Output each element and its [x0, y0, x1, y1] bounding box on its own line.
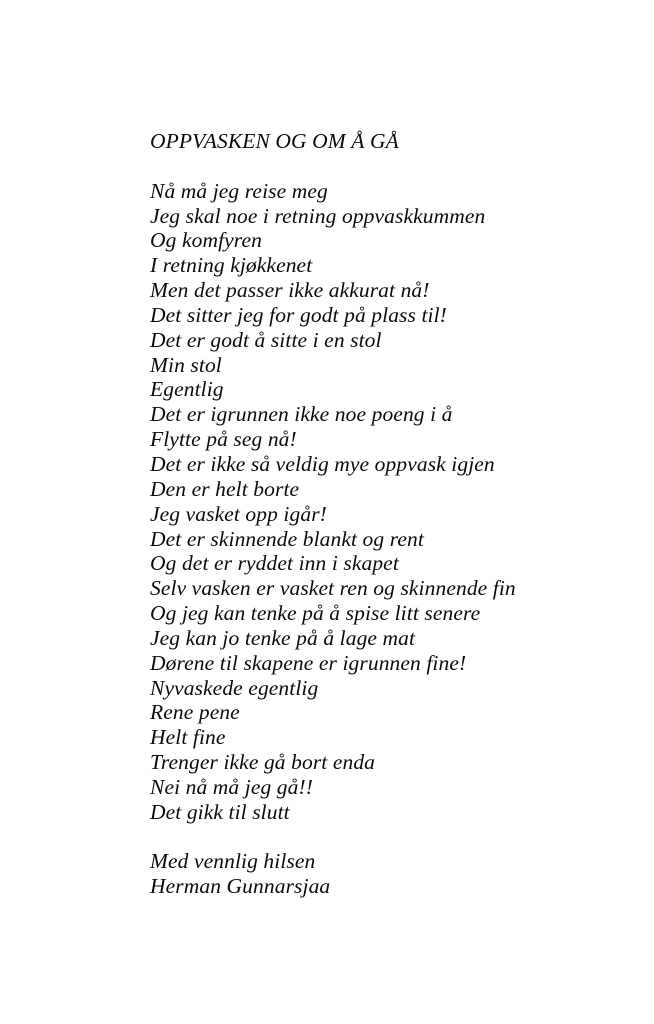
poem-line: Min stol [150, 352, 222, 377]
poem-line: Og det er ryddet inn i skapet [150, 551, 399, 576]
poem-line: Det er ikke så veldig mye oppvask igjen [150, 451, 495, 476]
poem [150, 129, 634, 899]
poem-line: Det er skinnende blankt og rent [150, 526, 424, 551]
poem-line: Selv vasken er vasket ren og skinnende fin [150, 576, 516, 601]
poem-line: Og komfyren [150, 228, 262, 253]
poem-line: Det er igrunnen ikke noe poeng i å [150, 402, 453, 427]
poem-line: Flytte på seg nå! [150, 427, 297, 452]
poem-line: Jeg vasket opp igår! [150, 501, 327, 526]
poem-line: Jeg skal noe i retning oppvaskkummen [150, 203, 486, 228]
signature-line: Herman Gunnarsjaa [150, 874, 331, 899]
poem-line: Jeg kan jo tenke på å lage mat [150, 625, 416, 650]
poem-line: Nå må jeg reise meg [150, 178, 328, 203]
poem-line: Rene pene [150, 700, 240, 725]
poem-title: OPPVASKEN OG OM Å GÅ [150, 129, 399, 153]
poem-line: Dørene til skapene er igrunnen fine! [150, 650, 467, 675]
poem-line: Trenger ikke gå bort enda [150, 750, 376, 775]
poem-line: Det er godt å sitte i en stol [150, 327, 382, 352]
poem-line: Helt fine [150, 725, 226, 750]
poem-line: Det sitter jeg for godt på plass til! [150, 302, 447, 327]
poem-signature [150, 849, 634, 899]
poem-body [150, 179, 634, 825]
poem-line: Den er helt borte [150, 476, 300, 501]
signature-line: Med vennlig hilsen [150, 849, 316, 874]
poem-line: Men det passer ikke akkurat nå! [150, 278, 430, 303]
poem-line: Det gikk til slutt [150, 799, 290, 824]
poem-line: Egentlig [150, 377, 224, 402]
poem-line: I retning kjøkkenet [150, 253, 313, 278]
poem-line: Nyvaskede egentlig [150, 675, 319, 700]
poem-line: Nei nå må jeg gå!! [150, 774, 314, 799]
poem-line: Og jeg kan tenke på å spise litt senere [150, 601, 481, 626]
